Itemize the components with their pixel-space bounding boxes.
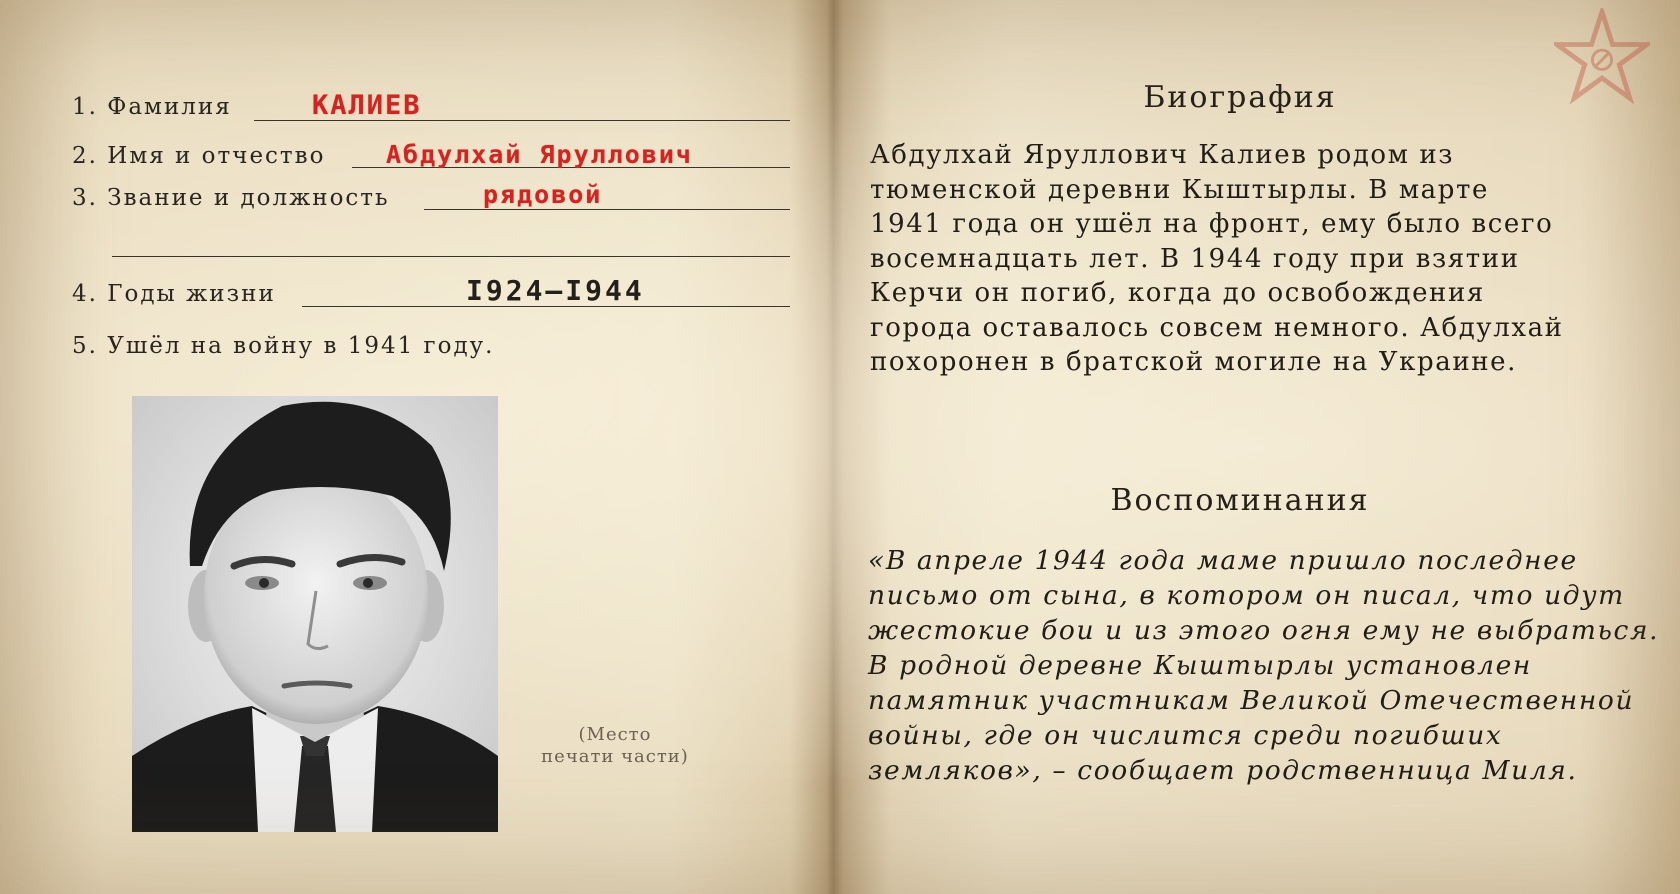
- surname-label: 1. Фамилия: [72, 94, 232, 120]
- biography-line: 1941 года он ушёл на фронт, ему было всего: [870, 209, 1554, 239]
- rank-value: рядовой: [483, 180, 603, 209]
- biography-line: восемнадцать лет. В 1944 году при взятии: [870, 243, 1520, 274]
- war-note: 5. Ушёл на войну в 1941 году.: [72, 333, 495, 359]
- biography-line: похоронен в братской могиле на Украине.: [870, 347, 1518, 377]
- biography-heading: Биография: [1143, 80, 1337, 115]
- seal-placeholder-caption: [520, 724, 710, 768]
- memories-line: земляков», – сообщает родственница Миля.: [868, 755, 1578, 786]
- years-value: I924–I944: [466, 274, 645, 307]
- rank-underline: [424, 209, 790, 210]
- memories-line: В родной деревне Кыштырлы установлен: [868, 650, 1532, 681]
- memories-line: письмо от сына, в котором он писал, что идут: [868, 580, 1625, 611]
- years-label: 4. Годы жизни: [72, 281, 276, 307]
- right-page: [830, 0, 1680, 894]
- memories-line: жестокие бои и из этого огня ему не выбраться.: [868, 615, 1660, 646]
- memories-line: памятник участникам Великой Отечественной: [868, 685, 1635, 716]
- rank-label: 3. Звание и должность: [72, 185, 390, 211]
- soldier-portrait: [132, 396, 498, 832]
- name-label: 2. Имя и отчество: [72, 143, 326, 169]
- memories-line: войны, где он числится среди погибших: [868, 720, 1503, 751]
- left-page: [0, 0, 826, 894]
- extra-underline: [112, 256, 790, 257]
- memories-heading: Воспоминания: [1110, 483, 1370, 518]
- biography-line: Керчи он погиб, когда до освобождения: [870, 278, 1485, 308]
- name-value: Абдулхай Яруллович: [386, 140, 693, 169]
- biography-text: [870, 138, 1670, 380]
- biography-line: города оставалось совсем немного. Абдулхай: [870, 312, 1564, 343]
- biography-line: Абдулхай Яруллович Калиев родом из: [870, 140, 1455, 170]
- portrait-drawing: [132, 396, 498, 832]
- memories-line: «В апреле 1944 года маме пришло последнее: [868, 545, 1578, 576]
- biography-line: тюменской деревни Кыштырлы. В марте: [870, 174, 1489, 205]
- memories-text: [868, 543, 1678, 788]
- seal-caption-line1: (Место: [578, 724, 652, 745]
- seal-caption-line2: печати части): [541, 746, 689, 767]
- surname-value: КАЛИЕВ: [312, 90, 422, 121]
